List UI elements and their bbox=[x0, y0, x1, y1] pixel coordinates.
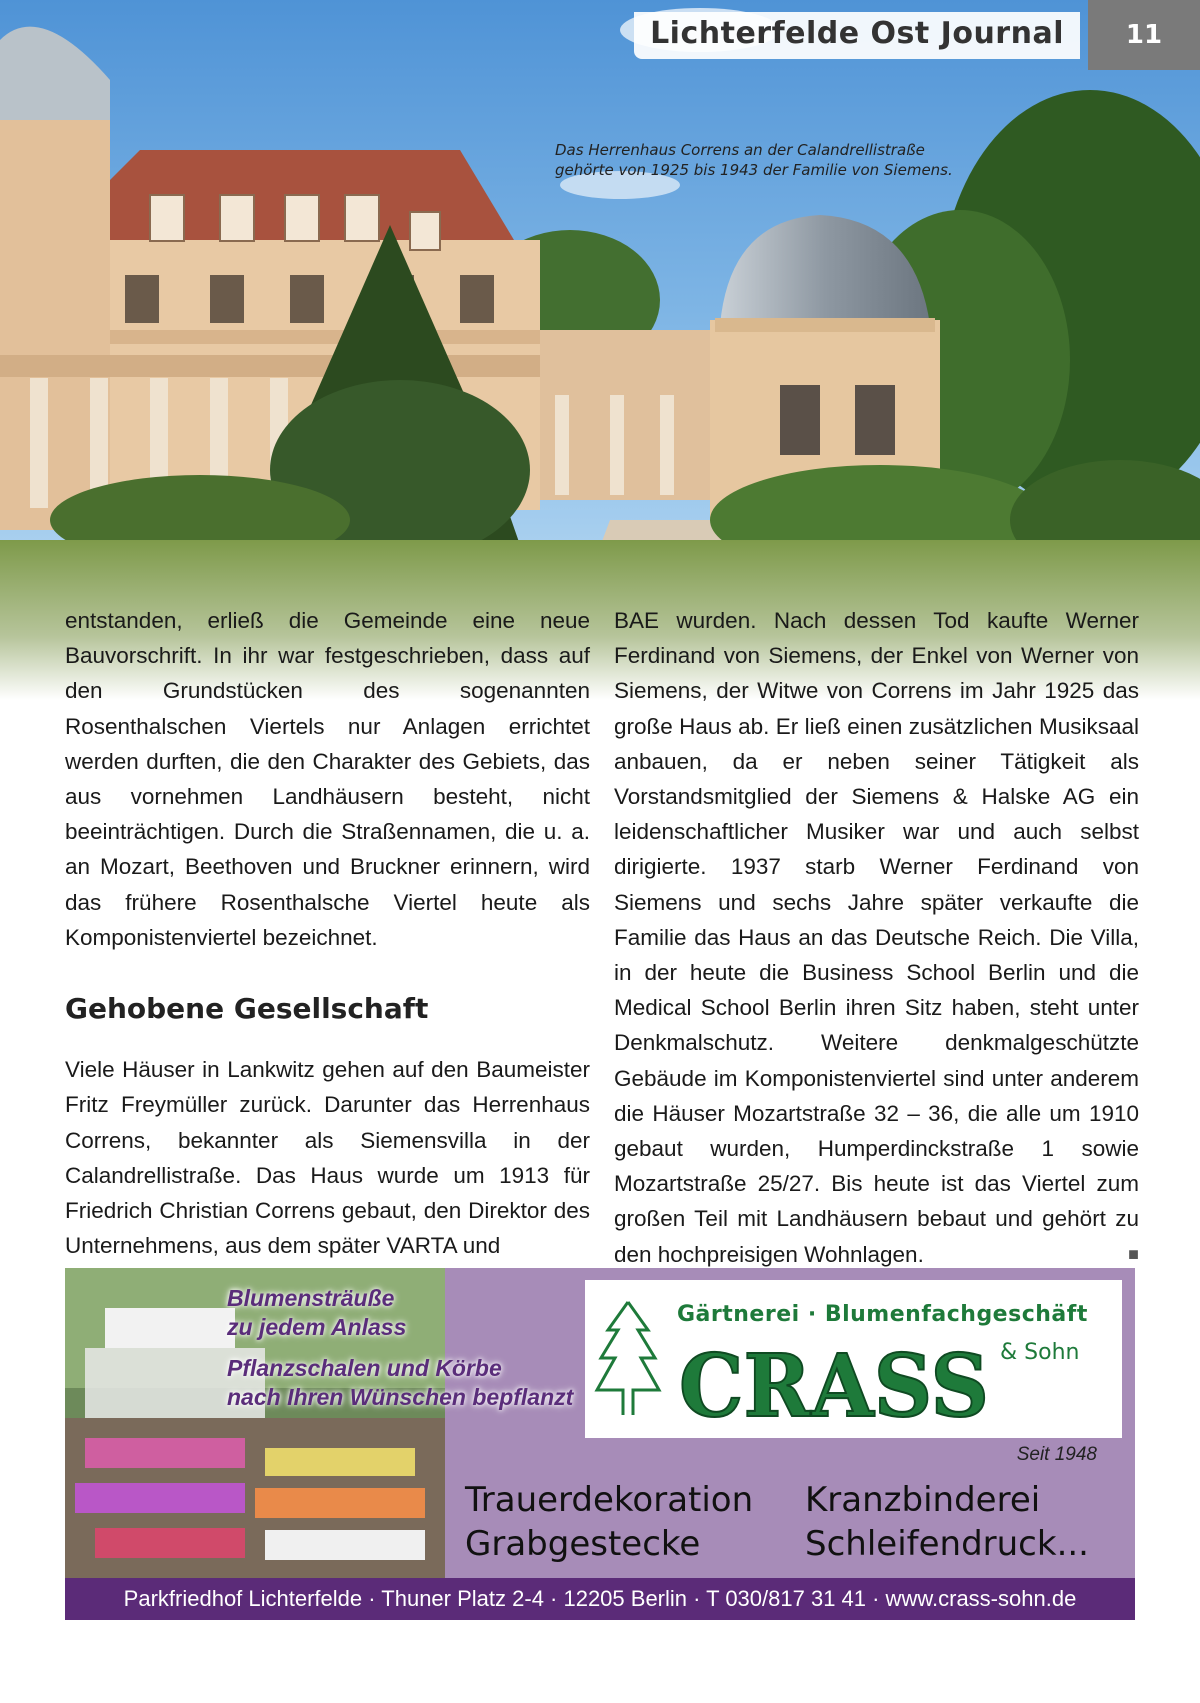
service-item: Kranzbinderei bbox=[805, 1480, 1041, 1520]
article-paragraph bbox=[614, 603, 1139, 1272]
logo-wordmark bbox=[675, 1338, 995, 1426]
article-paragraph: entstanden, erließ die Gemeinde eine neue Bauvorschrift. In ihr war festgeschrieben, dass auf den Grundstücken des sogenannten Rosenthalschen Viertels nur Anlagen errichtet werden durften, die den Charakter des Gebiets, das aus vornehmen Landhäusern besteht, nicht beeinträchtigen. Durch die Straßennamen, die u. a. an Mozart, Beethoven und Bruckner erinnern, wird das frühere Rosenthalsche Viertel heute als Komponistenviertel bezeichnet. bbox=[65, 608, 590, 950]
section-heading: Gehobene Gesellschaft bbox=[65, 992, 429, 1026]
service-item: Schleifendruck... bbox=[805, 1524, 1089, 1564]
page-number: 11 bbox=[1088, 0, 1200, 70]
fir-tree-icon bbox=[593, 1300, 663, 1420]
journal-title: Lichterfelde Ost Journal bbox=[634, 12, 1080, 59]
crass-advertisement bbox=[65, 1268, 1135, 1620]
article-paragraph: Viele Häuser in Lankwitz gehen auf den Baumeister Fritz Freymüller zurück. Darunter das Herrenhaus Correns, bekannter als Siemensvilla in der Calandrellistraße. Das Haus wurde um 1913 für Friedrich Christian Correns gebaut, den Direktor des Unternehmens, aus dem später VARTA und bbox=[65, 1057, 590, 1259]
photo-caption-line-1: Das Herrenhaus Correns an der Calandrellistraße bbox=[555, 141, 925, 159]
end-of-article-mark: ■ bbox=[1128, 1243, 1139, 1264]
services-left bbox=[465, 1478, 753, 1566]
photo-caption-line-2: gehörte von 1925 bis 1943 der Familie von Siemens. bbox=[555, 161, 953, 179]
service-item: Grabgestecke bbox=[465, 1524, 701, 1564]
slogan-line: zu jedem Anlass bbox=[227, 1314, 407, 1340]
logo-suffix: & Sohn bbox=[1000, 1340, 1080, 1365]
crass-logo bbox=[585, 1280, 1122, 1438]
page-header bbox=[0, 0, 1200, 70]
ad-slogans bbox=[227, 1284, 573, 1412]
slogan-line: nach Ihren Wünschen bepflanzt bbox=[227, 1384, 574, 1410]
photo-caption bbox=[555, 140, 975, 180]
logo-tagline: Gärtnerei · Blumenfachgeschäft bbox=[677, 1302, 1088, 1327]
villa-photo bbox=[0, 0, 1200, 700]
villa-illustration bbox=[0, 0, 1200, 700]
logo-word: CRASS bbox=[679, 1338, 989, 1426]
slogan-line: Blumensträuße bbox=[227, 1285, 395, 1311]
service-item: Trauerdekoration bbox=[465, 1480, 754, 1520]
ad-contact-footer: Parkfriedhof Lichterfelde · Thuner Platz 2-4 · 12205 Berlin · T 030/817 31 41 · www.crass-sohn.de bbox=[65, 1578, 1135, 1620]
slogan-line: Pflanzschalen und Körbe bbox=[227, 1355, 502, 1381]
article-paragraph-text: BAE wurden. Nach dessen Tod kaufte Werner Ferdinand von Siemens, der Enkel von Werner von Siemens, der Witwe von Correns im Jahr 1925 das große Haus ab. Er ließ einen zusätzlichen Musiksaal anbauen, da er neben seiner Tätigkeit als Vorstandsmitglied der Siemens & Halske AG ein leidenschaftlicher Musiker war und auch selbst dirigierte. 1937 starb Werner Ferdinand von Siemens und sechs Jahre später verkaufte die Familie das Haus an das Deutsche Reich. Die Villa, in der heute die Business School Berlin und die Medical School Berlin ihren Sitz haben, steht unter Denkmalschutz. Weitere denkmalgeschützte Gebäude im Komponistenviertel sind unter anderem die Häuser Mozartstraße 32 – 36, die alle um 1910 gebaut wurden, Humperdinckstraße 1 sowie Mozartstraße 25/27. Bis heute ist das Viertel zum großen Teil mit Landhäusern bebaut und gehört zu den hochpreisigen Wohnlagen. bbox=[614, 608, 1139, 1267]
article-column-right bbox=[614, 603, 1139, 1272]
services-right bbox=[805, 1478, 1089, 1566]
since-year: Seit 1948 bbox=[1016, 1444, 1097, 1465]
article-column-left bbox=[65, 603, 590, 1263]
